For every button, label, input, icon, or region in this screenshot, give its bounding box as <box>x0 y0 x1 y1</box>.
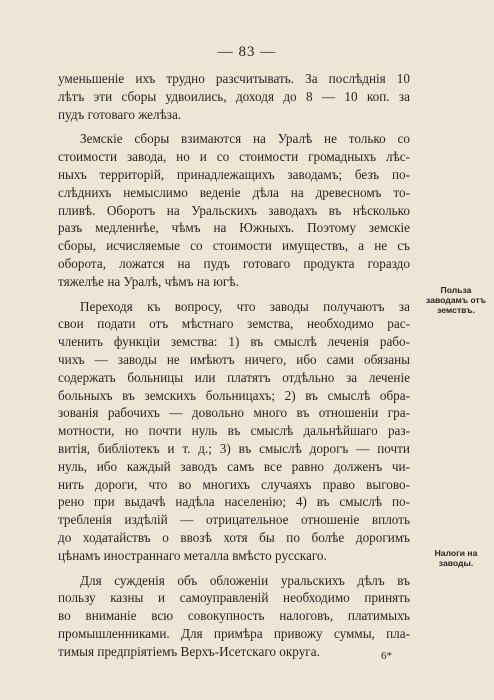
text-line: до ходатайствъ о ввозѣ хотя бы по болѣе дорогимъ <box>58 529 410 545</box>
text-line: цѣнамъ иностраннаго металла вмѣсто русскаго. <box>58 547 327 563</box>
text-line: членить функціи земства: 1) въ смыслѣ леченія рабо- <box>58 334 410 350</box>
text-line: Переходя къ вопросу, что заводы получаютъ за <box>80 298 410 314</box>
page-number: — 83 — <box>217 44 277 60</box>
text-line: оборота, ложатся на пудъ готоваго продукта гораздо <box>58 255 410 271</box>
paragraph <box>58 70 410 123</box>
text-line: пудъ готоваго желѣза. <box>58 106 182 122</box>
text-line: зованія рабочихъ — довольно много въ отношеніи гра- <box>58 405 410 421</box>
text-line: нить дороги, что во многихъ случаяхъ право выгово- <box>58 476 410 492</box>
text-line: уменьшеніе ихъ трудно разсчитывать. За послѣднія 10 <box>58 71 410 86</box>
text-line: пользу казны и самоуправленій необходимо принять <box>58 590 410 606</box>
text-line: чихъ — заводы не имѣютъ ничего, ибо сами обязаны <box>58 351 410 367</box>
text-line: требленія издѣлій — отрицательное отношеніе вплоть <box>58 512 410 528</box>
text-line: пливѣ. Оборотъ на Уральскихъ заводахъ въ нѣсколько <box>58 202 410 218</box>
body-text <box>58 70 410 661</box>
text-line: слѣднихъ немыслимо веденіе дѣла на древесномъ то- <box>58 184 410 200</box>
text-line: рено при выдачѣ надѣла населенію; 4) въ смыслѣ по- <box>58 494 410 510</box>
paragraph <box>58 298 410 565</box>
paragraph <box>58 572 410 661</box>
text-line: больныхъ въ земскихъ больницахъ; 2) въ смыслѣ обра- <box>58 387 410 403</box>
marginal-note: Налоги на заводы. <box>434 548 478 568</box>
text-line: содержать больницы или платятъ отдѣльно за леченіе <box>58 369 410 385</box>
text-line: во вниманіе всю совокупность налоговъ, платимыхъ <box>58 608 410 624</box>
text-line: стоимости завода, но и со стоимости громадныхъ лѣс- <box>58 149 410 165</box>
marginal-note: Польза заводамъ отъ земствъ. <box>426 285 486 315</box>
text-line: свои подати отъ мѣстнаго земства, необходимо рас- <box>58 316 410 332</box>
signature-mark: 6* <box>381 650 392 662</box>
text-line: разъ медленнѣе, чѣмъ на Южныхъ. Поэтому земскіе <box>58 220 410 236</box>
text-line: сборы, исчисляемые со стоимости имуществъ, а не съ <box>58 238 410 254</box>
text-line: Земскіе сборы взимаются на Уралѣ не только со <box>80 131 410 147</box>
text-line: промышленниками. Для примѣра привожу суммы, пла- <box>58 625 410 641</box>
text-line: ныхъ территорій, принадлежащихъ заводамъ; безъ по- <box>58 166 410 182</box>
text-line: мотности, но почти нуль въ смыслѣ дальнѣйшаго раз- <box>58 423 410 439</box>
text-line: тимыя предпріятіемъ Верхъ-Исетскаго округа. <box>58 643 320 659</box>
paragraph <box>58 130 410 290</box>
text-line: тяжелѣе на Уралѣ, чѣмъ на югѣ. <box>58 273 239 289</box>
text-line: нуль, ибо каждый заводъ самъ все равно долженъ чи- <box>58 458 410 474</box>
text-line: Для сужденія объ обложеніи уральскихъ дѣлъ въ <box>80 572 410 588</box>
text-line: лѣтъ эти сборы удвоились, доходя до 8 — 10 коп. за <box>58 88 410 104</box>
text-line: витія, библіотекъ и т. д.; 3) въ смыслѣ дорогъ — почти <box>58 440 410 456</box>
